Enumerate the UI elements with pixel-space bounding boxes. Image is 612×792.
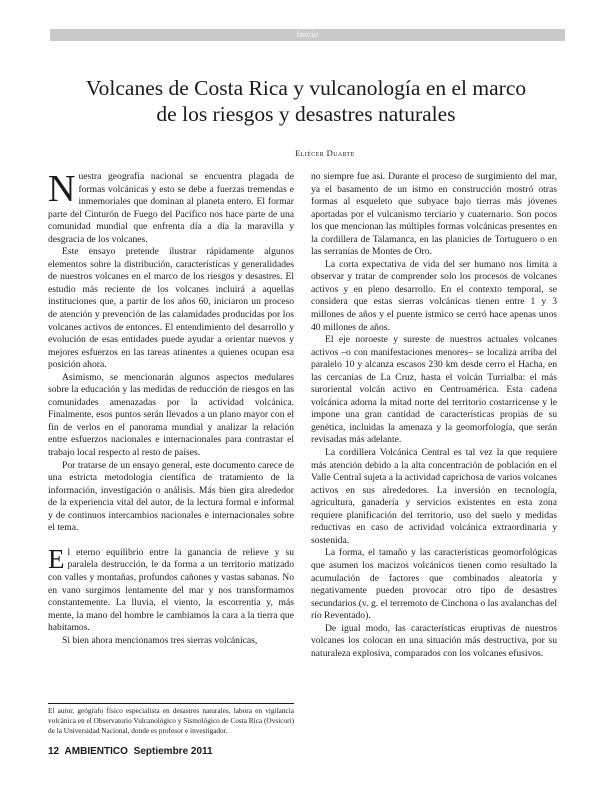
paragraph: La corta expectativa de vida del ser humano nos limita a observar y tratar de comprender solo los procesos de volcanes activos y en pleno desarrollo. En el contexto temporal, se considera que estas sierras volcánicas tienen entre 1 y 3 millones de años y el puente ístmico se cerró hace apenas unos 40 millones de años. — [311, 258, 557, 333]
drop-cap: E — [48, 543, 65, 574]
page-footer — [48, 746, 216, 757]
paragraph — [48, 543, 294, 635]
paragraph-text: uestra geografía nacional se encuentra plagada de formas volcánicas y esto se debe a fuerzas tremendas e inmemoriales que dominan al planeta entero. El formar parte del Cinturón de Fuego del Pacífico nos hace parte de una comunidad mundial que enfrenta día a día la maravilla y desgracia de los volcanes. — [48, 171, 294, 245]
right-column — [311, 171, 557, 660]
article-title-line-2: de los riesgos y desastres naturales — [156, 102, 456, 127]
paragraph-text: l eterno equilibrio entre la ganancia de relieve y su paralela destrucción, le da forma a un territorio matizado con valles y montañas, profundos cañones y vastas sabanas. No en vano surgimos lentamente del mar y nos transformamos constantemente. La lluvia, el viento, la escorrentía y, más mente, la mano del hombre le cambiamos la cara a la tierra que habitamos. — [48, 546, 294, 634]
paragraph: La forma, el tamaño y las características geomorfológicas que asumen los macizos volcánicos tienen como resultado la acumulación de factores que combinados aleatoria y negativamente pueden provocar otro tipo de desastres secundarios (v. g. el terremoto de Cinchona o las avalanchas del río Reventado). — [311, 547, 557, 622]
section-header-bar — [50, 29, 565, 41]
issue-date: Septiembre 2011 — [133, 746, 213, 757]
footnote: El autor, geógrafo físico especialista en desastres naturales, labora en vigilancia volcánica en el Observatorio Vulcanológico y Sismológico de Costa Rica (Ovsicori) de la Universidad Nacional, donde es profesor e investigador. — [48, 706, 294, 735]
paragraph: De igual modo, las características eruptivas de nuestros volcanes los colocan en una situación más destructiva, por su naturaleza explosiva, comparados con los volcanes efusivos. — [311, 622, 557, 659]
drop-cap: N — [48, 168, 76, 210]
article-title-line-1: Volcanes de Costa Rica y vulcanología en el marco — [85, 76, 527, 101]
paragraph: no siempre fue así. Durante el proceso de surgimiento del mar, ya el basamento de un istmo en construcción mostró otras formas al esqueleto que subyace bajo tierras más jóvenes aportadas por el vulcanismo terciario y cuaternario. Son pocos los que mencionan las múltiples formas volcánicas presentes en la cordillera de Talamanca, en las planicies de Tortuguero o en las serranías de Montes de Oro. — [311, 171, 557, 258]
paragraph: Asimismo, se mencionarán algunos aspectos medulares sobre la educación y las medidas de reducción de riesgos en las comunidades amenazadas por la actividad volcánica. Finalmente, esos puntos serán llevados a un plano mayor con el fin de verlos en el panorama mundial y analizar la relación entre esfuerzos nacionales e internacionales para contrastar el trabajo local respecto al resto de países. — [48, 371, 294, 459]
paragraph: El eje noroeste y sureste de nuestros actuales volcanes activos –o con manifestaciones menores– se localiza arriba del paralelo 10 y alcanza escasos 230 km desde cerro el Hacha, en las cercanías de La Cruz, hasta el volcán Turrialba: el más suroriental volcán activo en Centroamérica. Esta cadena volcánica adorna la mitad norte del territorio costarricense y le impone una gran cantidad de características propias de su genética, incluidas la amenaza y la geomorfología, que serán revisadas más adelante. — [311, 334, 557, 446]
footnote-divider — [48, 703, 294, 704]
paragraph: Por tratarse de un ensayo general, este documento carece de una estricta metodología científica de tratamiento de la información, investigación o análisis. Más bien gira alrededor de la experiencia vital del autor, de la lectura formal e informal y de continuos intercambios nacionales e internacionales sobre el tema. — [48, 459, 294, 534]
paragraph: La cordillera Volcánica Central es tal vez la que requiere más atención debido a la alta concentración de población en el Valle Central sujeta a la actividad caprichosa de varios volcanes activos en sus alrededores. La inversión en tecnología, agricultura, ganadería y servicios existentes en esta zona requiere planificación del territorio, uso del suelo y medidas reductivas en caso de actividad volcánica extraordinaria y sostenida. — [311, 447, 557, 546]
paragraph — [48, 168, 294, 246]
article-title — [60, 75, 552, 127]
section-label: Inicio — [296, 30, 319, 39]
left-column — [48, 168, 294, 647]
magazine-name: AMBIENTICO — [64, 746, 128, 757]
paragraph: Si bien ahora mencionamos tres sierras volcánicas, — [62, 634, 258, 646]
page-number: 12 — [48, 746, 60, 757]
paragraph: Este ensayo pretende ilustrar rápidamente algunos elementos sobre la distribución, características y generalidades de nuestros volcanes en el marco de los riesgos y desastres. El estudio más reciente de los volcanes incluirá a aquellas instituciones que, a partir de los años 60, iniciaron un proceso de atención y prevención de las calamidades producidas por los volcanes activos de entonces. El entendimiento del desarrollo y evolución de esas entidades puede ayudar a orientar nuevos y mejores esfuerzos en las tareas atinentes a quienes ocupan esa posición ahora. — [48, 246, 294, 371]
article-author: Eliécer Duarte — [295, 148, 355, 158]
